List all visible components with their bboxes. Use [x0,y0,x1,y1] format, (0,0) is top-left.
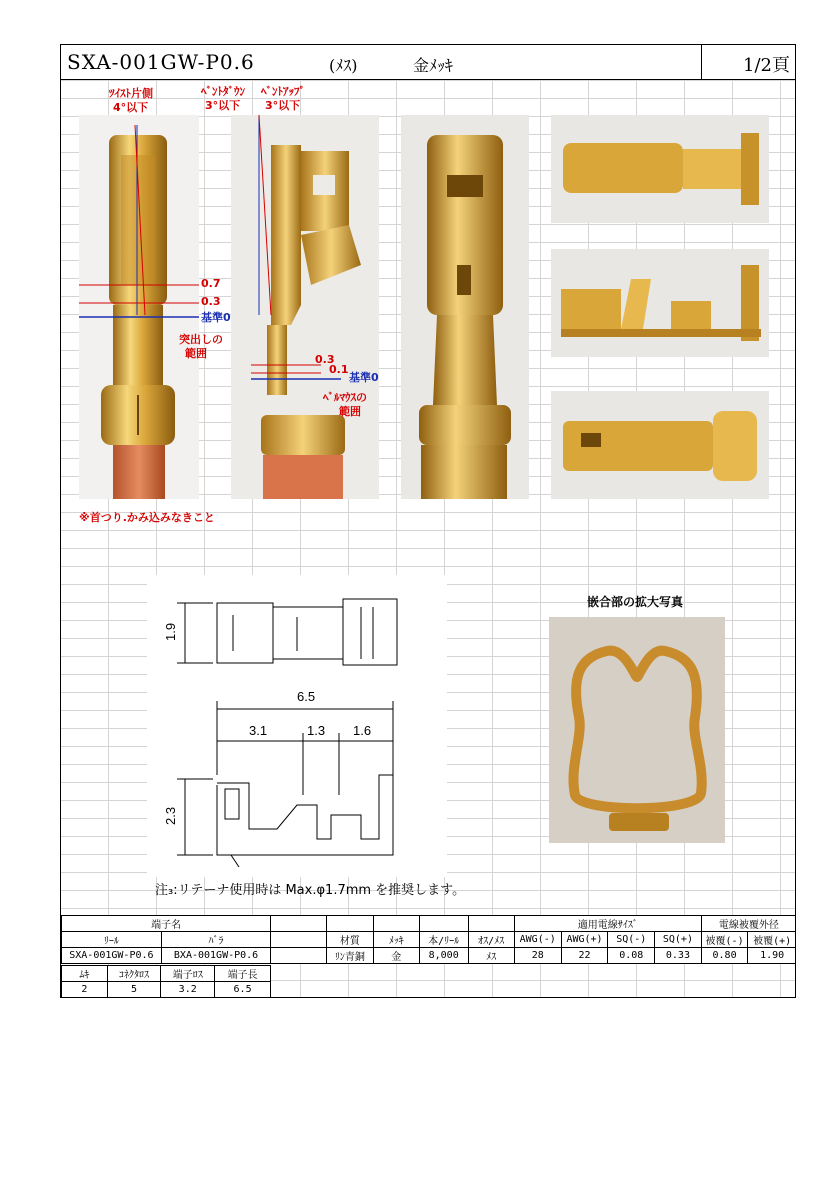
ins-min-value: 0.80 [701,948,748,964]
material-header: 材質 [327,932,373,948]
mating-cross-section-image [549,617,725,843]
reel-part: SXA-001GW-P0.6 [62,948,162,964]
spec-sheet [60,44,796,998]
sq-max-header: SQ(+) [655,932,702,948]
sq-min-value: 0.08 [608,948,655,964]
gender-value: ﾒｽ [468,948,514,964]
mating-photo-caption: 嵌合部の拡大写真 [587,595,684,609]
awg-max-header: AWG(+) [561,932,608,948]
photo-right-3 [551,391,769,499]
term-len-header: 端子長 [215,966,271,982]
loose-part: BXA-001GW-P0.6 [161,948,271,964]
terminal-front-image [79,115,199,499]
wire-size-header: 適用電線ｻｲｽﾞ [514,916,701,932]
title-bar [61,45,795,80]
terminal-angle-image-2 [551,249,769,357]
photo-twist-view [79,115,199,499]
datum-label-2: 基準0 [349,371,379,384]
dim-total-length: 6.5 [297,689,316,704]
per-reel-value: 8,000 [419,948,468,964]
page-number: 1/2頁 [743,55,790,76]
photo-right-1 [551,115,769,223]
conn-loss-header: ｺﾈｸﾀﾛｽ [107,966,161,982]
protrusion-dim-bottom: 0.3 [201,295,221,308]
plating-label: 金ﾒｯｷ [413,56,454,75]
dim-length-a: 3.1 [249,723,268,738]
awg-min-value: 28 [514,948,561,964]
ins-min-header: 被覆(-) [701,932,748,948]
dim-length-c: 1.6 [353,723,372,738]
plating-header: ﾒｯｷ [373,932,419,948]
ins-max-header: 被覆(+) [748,932,796,948]
twist-label: ﾂｲｽﾄ片側 [109,87,153,100]
insulation-header: 電線被覆外径 [701,916,796,932]
plating-value: 金 [373,948,419,964]
term-len-value: 6.5 [215,982,271,998]
bellmouth-label-1: ﾍﾞﾙﾏｳｽの [323,391,367,404]
dim-height-side: 2.3 [163,806,178,825]
bend-down-value: 3°以下 [205,99,241,112]
terminal-top-image [401,115,529,499]
dimension-drawing [147,575,447,877]
photo-right-2 [551,249,769,357]
strip-header: ﾑｷ [62,966,108,982]
retainer-note: 注₃:リテーナ使用時は Max.φ1.7mm を推奨します。 [155,883,466,898]
loss-table [61,965,271,998]
loose-header: ﾊﾞﾗ [161,932,271,948]
material-value: ﾘﾝ青銅 [327,948,373,964]
terminal-kind: (ﾒｽ) [329,56,358,75]
terminal-name-header: 端子名 [62,916,271,932]
bellmouth-label-2: 範囲 [339,405,361,418]
strip-value: 2 [62,982,108,998]
bellmouth-dim-top: 0.3 [315,353,335,366]
datum-label-1: 基準0 [201,311,231,324]
conn-loss-value: 5 [107,982,161,998]
reel-header: ﾘｰﾙ [62,932,162,948]
protrusion-label-2: 範囲 [185,347,207,360]
awg-max-value: 22 [561,948,608,964]
photo-mating [549,617,725,843]
terminal-side-image [231,115,379,499]
photo-top-view [401,115,529,499]
per-reel-header: 本/ﾘｰﾙ [419,932,468,948]
gender-header: ｵｽ/ﾒｽ [468,932,514,948]
term-loss-header: 端子ﾛｽ [161,966,215,982]
bend-up-value: 3°以下 [265,99,301,112]
bend-up-label: ﾍﾞﾝﾄｱｯﾌﾟ [261,85,305,98]
spec-table [61,915,796,964]
bend-down-label: ﾍﾞﾝﾄﾀﾞｳﾝ [201,85,245,98]
dim-height-top: 1.9 [163,622,178,641]
protrusion-dim-top: 0.7 [201,277,221,290]
sq-max-value: 0.33 [655,948,702,964]
bellmouth-dim-bottom: 0.1 [329,363,349,376]
part-number: SXA-001GW-P0.6 [67,50,255,74]
photo-note: ※首つり.かみ込みなきこと [79,511,215,524]
sq-min-header: SQ(-) [608,932,655,948]
term-loss-value: 3.2 [161,982,215,998]
terminal-angle-image-1 [551,115,769,223]
protrusion-label-1: 突出しの [179,333,223,346]
page-box [701,45,796,79]
twist-value: 4°以下 [113,101,149,114]
dim-length-b: 1.3 [307,723,326,738]
technical-drawing [147,575,447,877]
awg-min-header: AWG(-) [514,932,561,948]
terminal-angle-image-3 [551,391,769,499]
ins-max-value: 1.90 [748,948,796,964]
photo-bend-view [231,115,379,499]
